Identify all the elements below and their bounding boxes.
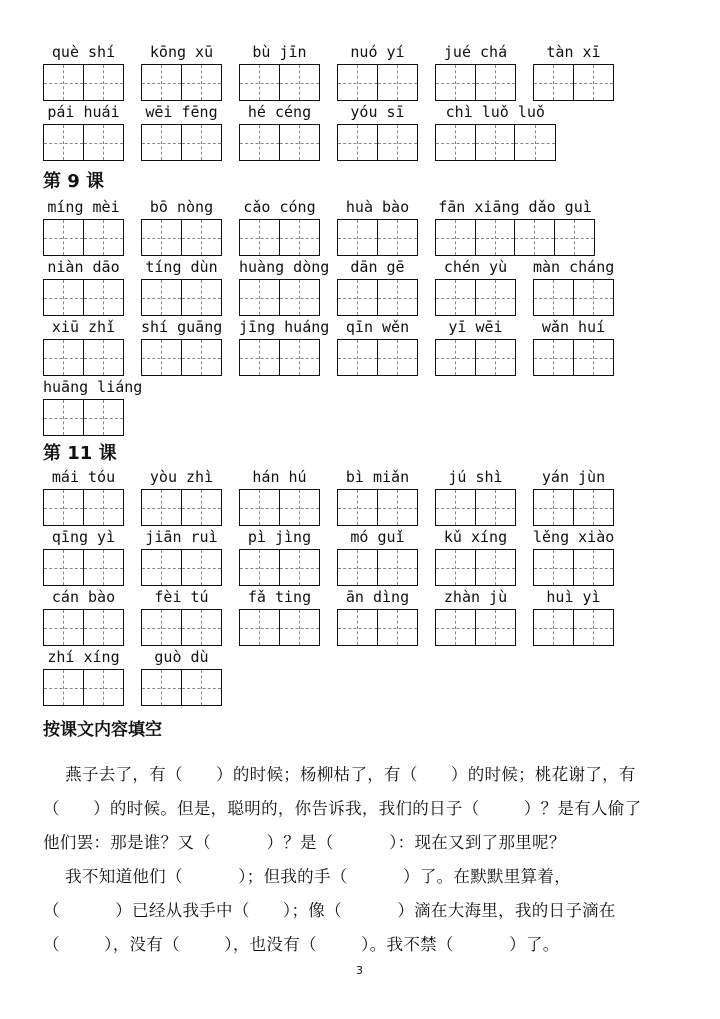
tianzige-writing-box[interactable] [337,124,418,161]
character-cell[interactable] [338,550,378,585]
character-cell[interactable] [436,490,476,525]
tianzige-writing-box[interactable] [239,489,320,526]
character-cell[interactable] [574,280,614,315]
tianzige-writing-box[interactable] [337,279,418,316]
pinyin-label: nuó yí [350,43,405,61]
tianzige-writing-box[interactable] [43,279,124,316]
character-cell[interactable] [240,340,280,375]
tianzige-writing-box[interactable] [337,609,418,646]
character-cell[interactable] [476,550,516,585]
character-cell[interactable] [44,220,84,255]
character-cell[interactable] [44,340,84,375]
tianzige-writing-box[interactable] [239,609,320,646]
character-cell[interactable] [182,490,222,525]
character-cell[interactable] [240,280,280,315]
tianzige-writing-box[interactable] [435,339,516,376]
character-cell[interactable] [338,125,378,160]
character-cell[interactable] [338,490,378,525]
character-cell[interactable] [240,65,280,100]
pinyin-label: chén yù [443,258,508,276]
character-cell[interactable] [378,65,418,100]
lesson-heading: 第 9 课 [43,171,105,192]
tianzige-writing-box[interactable] [435,124,556,161]
pinyin-label: mó guǐ [350,528,405,546]
tianzige-writing-box[interactable] [337,489,418,526]
character-cell[interactable] [534,340,574,375]
character-cell[interactable] [574,340,614,375]
fill-blank-line: （ ）已经从我手中（ ）；像（ ）滴在大海里，我的日子滴在 [43,901,616,920]
pinyin-label: huàng dòng [239,258,330,276]
character-cell[interactable] [338,610,378,645]
pinyin-label: dān gē [350,258,405,276]
character-cell[interactable] [534,280,574,315]
pinyin-label: hé céng [247,103,312,121]
character-cell[interactable] [476,340,516,375]
character-cell[interactable] [476,490,516,525]
character-cell[interactable] [280,280,320,315]
character-cell[interactable] [338,340,378,375]
pinyin-label: chì luǒ luǒ [445,103,545,121]
pinyin-label: bì miǎn [345,468,410,486]
character-cell[interactable] [436,280,476,315]
tianzige-writing-box[interactable] [141,669,222,706]
tianzige-writing-box[interactable] [435,609,516,646]
tianzige-writing-box[interactable] [43,489,124,526]
character-cell[interactable] [142,220,182,255]
character-cell[interactable] [574,490,614,525]
tianzige-writing-box[interactable] [337,64,418,101]
character-cell[interactable] [44,490,84,525]
tianzige-writing-box[interactable] [141,219,222,256]
pinyin-label: ān dìng [345,588,410,606]
tianzige-writing-box[interactable] [337,339,418,376]
fill-blank-line: （ ）的时候。但是，聪明的，你告诉我，我们的日子（ ）？是有人偷了 [43,799,642,818]
section-heading: 按课文内容填空 [43,720,162,740]
character-cell[interactable] [378,125,418,160]
character-cell[interactable] [280,125,320,160]
pinyin-label: màn cháng [533,258,615,276]
character-cell[interactable] [515,220,555,255]
character-cell[interactable] [44,670,84,705]
character-cell[interactable] [84,65,124,100]
pinyin-label: què shí [51,43,116,61]
pinyin-label: mái tóu [51,468,116,486]
pinyin-label: jiān ruì [145,528,218,546]
pinyin-label: huāng liáng [43,378,143,396]
lesson-heading: 第 11 课 [43,443,117,464]
character-cell[interactable] [515,125,555,160]
tianzige-writing-box[interactable] [533,549,614,586]
pinyin-label: fèi tú [154,588,209,606]
pinyin-label: yán jùn [541,468,606,486]
character-cell[interactable] [182,125,222,160]
tianzige-writing-box[interactable] [43,549,124,586]
pinyin-label: fān xiāng dǎo guì [438,198,592,216]
tianzige-writing-box[interactable] [533,279,614,316]
tianzige-writing-box[interactable] [435,279,516,316]
character-cell[interactable] [378,220,418,255]
pinyin-label: bō nòng [149,198,214,216]
character-cell[interactable] [476,220,516,255]
character-cell[interactable] [142,550,182,585]
page-number: 3 [356,964,363,977]
tianzige-writing-box[interactable] [141,609,222,646]
tianzige-writing-box[interactable] [239,279,320,316]
character-cell[interactable] [280,340,320,375]
pinyin-label: cán bào [51,588,116,606]
character-cell[interactable] [84,610,124,645]
character-cell[interactable] [182,220,222,255]
character-cell[interactable] [44,550,84,585]
character-cell[interactable] [534,550,574,585]
tianzige-writing-box[interactable] [141,339,222,376]
tianzige-writing-box[interactable] [239,219,320,256]
fill-blank-line: 他们罢：那是谁？又（ ）？是（ ）：现在又到了那里呢？ [43,833,566,852]
pinyin-label: guò dù [154,648,209,666]
tianzige-writing-box[interactable] [43,124,124,161]
pinyin-label: wēi fēng [145,103,218,121]
tianzige-writing-box[interactable] [435,549,516,586]
tianzige-writing-box[interactable] [337,219,418,256]
pinyin-label: jué chá [443,43,508,61]
character-cell[interactable] [280,220,320,255]
tianzige-writing-box[interactable] [435,64,516,101]
character-cell[interactable] [44,610,84,645]
character-cell[interactable] [555,220,595,255]
character-cell[interactable] [338,65,378,100]
pinyin-label: jīng huáng [239,318,330,336]
tianzige-writing-box[interactable] [43,609,124,646]
tianzige-writing-box[interactable] [435,219,595,256]
character-cell[interactable] [280,610,320,645]
character-cell[interactable] [338,220,378,255]
fill-blank-line: 燕子去了，有（ ）的时候；杨柳枯了，有（ ）的时候；桃花谢了，有 [43,765,636,784]
character-cell[interactable] [534,610,574,645]
character-cell[interactable] [240,610,280,645]
tianzige-writing-box[interactable] [43,399,124,436]
tianzige-writing-box[interactable] [337,549,418,586]
pinyin-label: jú shì [448,468,503,486]
pinyin-label: shí guāng [141,318,223,336]
tianzige-writing-box[interactable] [43,339,124,376]
tianzige-writing-box[interactable] [43,64,124,101]
character-cell[interactable] [84,490,124,525]
tianzige-writing-box[interactable] [43,219,124,256]
character-cell[interactable] [142,125,182,160]
character-cell[interactable] [240,490,280,525]
character-cell[interactable] [44,280,84,315]
character-cell[interactable] [280,550,320,585]
character-cell[interactable] [280,490,320,525]
character-cell[interactable] [84,125,124,160]
character-cell[interactable] [378,610,418,645]
tianzige-writing-box[interactable] [239,339,320,376]
pinyin-label: xiū zhǐ [51,318,116,336]
pinyin-label: huà bào [345,198,410,216]
tianzige-writing-box[interactable] [141,549,222,586]
character-cell[interactable] [476,610,516,645]
character-cell[interactable] [574,610,614,645]
tianzige-writing-box[interactable] [533,609,614,646]
pinyin-label: tíng dùn [145,258,218,276]
character-cell[interactable] [142,65,182,100]
pinyin-label: cǎo cóng [243,198,316,216]
character-cell[interactable] [476,125,516,160]
tianzige-writing-box[interactable] [533,489,614,526]
pinyin-label: lěng xiào [533,528,615,546]
pinyin-label: qīng yì [51,528,116,546]
tianzige-writing-box[interactable] [141,124,222,161]
character-cell[interactable] [240,550,280,585]
character-cell[interactable] [84,340,124,375]
tianzige-writing-box[interactable] [141,279,222,316]
pinyin-label: yóu sī [350,103,405,121]
pinyin-label: zhàn jù [443,588,508,606]
tianzige-writing-box[interactable] [435,489,516,526]
tianzige-writing-box[interactable] [239,124,320,161]
tianzige-writing-box[interactable] [533,64,614,101]
character-cell[interactable] [84,280,124,315]
pinyin-label: yòu zhì [149,468,214,486]
pinyin-label: kǔ xíng [443,528,508,546]
pinyin-label: tàn xī [546,43,601,61]
character-cell[interactable] [142,340,182,375]
tianzige-writing-box[interactable] [239,64,320,101]
tianzige-writing-box[interactable] [239,549,320,586]
character-cell[interactable] [378,490,418,525]
pinyin-label: yī wēi [448,318,503,336]
character-cell[interactable] [182,280,222,315]
tianzige-writing-box[interactable] [43,669,124,706]
character-cell[interactable] [142,490,182,525]
character-cell[interactable] [280,65,320,100]
character-cell[interactable] [574,65,614,100]
pinyin-label: míng mèi [47,198,120,216]
character-cell[interactable] [436,220,476,255]
character-cell[interactable] [44,65,84,100]
tianzige-writing-box[interactable] [141,489,222,526]
character-cell[interactable] [436,550,476,585]
pinyin-label: wǎn huí [541,318,606,336]
pinyin-label: zhí xíng [47,648,120,666]
pinyin-label: niàn dāo [47,258,120,276]
character-cell[interactable] [84,400,124,435]
character-cell[interactable] [142,280,182,315]
pinyin-label: hán hú [252,468,307,486]
character-cell[interactable] [436,125,476,160]
character-cell[interactable] [84,670,124,705]
character-cell[interactable] [534,490,574,525]
pinyin-label: fǎ ting [247,588,312,606]
character-cell[interactable] [182,340,222,375]
character-cell[interactable] [142,670,182,705]
character-cell[interactable] [182,550,222,585]
fill-blank-line: 我不知道他们（ ）；但我的手（ ）了。在默默里算着， [43,867,572,886]
pinyin-label: bù jīn [252,43,307,61]
character-cell[interactable] [534,65,574,100]
pinyin-label: huì yì [546,588,601,606]
character-cell[interactable] [378,280,418,315]
character-cell[interactable] [240,220,280,255]
character-cell[interactable] [44,400,84,435]
character-cell[interactable] [182,670,222,705]
character-cell[interactable] [240,125,280,160]
character-cell[interactable] [378,340,418,375]
character-cell[interactable] [44,125,84,160]
character-cell[interactable] [182,65,222,100]
character-cell[interactable] [142,610,182,645]
character-cell[interactable] [436,340,476,375]
tianzige-writing-box[interactable] [141,64,222,101]
character-cell[interactable] [436,610,476,645]
character-cell[interactable] [436,65,476,100]
pinyin-label: pái huái [47,103,120,121]
character-cell[interactable] [338,280,378,315]
pinyin-label: pì jìng [247,528,312,546]
character-cell[interactable] [84,220,124,255]
character-cell[interactable] [476,65,516,100]
pinyin-label: qīn wěn [345,318,410,336]
tianzige-writing-box[interactable] [533,339,614,376]
character-cell[interactable] [182,610,222,645]
character-cell[interactable] [378,550,418,585]
character-cell[interactable] [476,280,516,315]
pinyin-label: kōng xū [149,43,214,61]
character-cell[interactable] [574,550,614,585]
fill-blank-line: （ ），没有（ ），也没有（ ）。我不禁（ ）了。 [43,935,560,954]
character-cell[interactable] [84,550,124,585]
